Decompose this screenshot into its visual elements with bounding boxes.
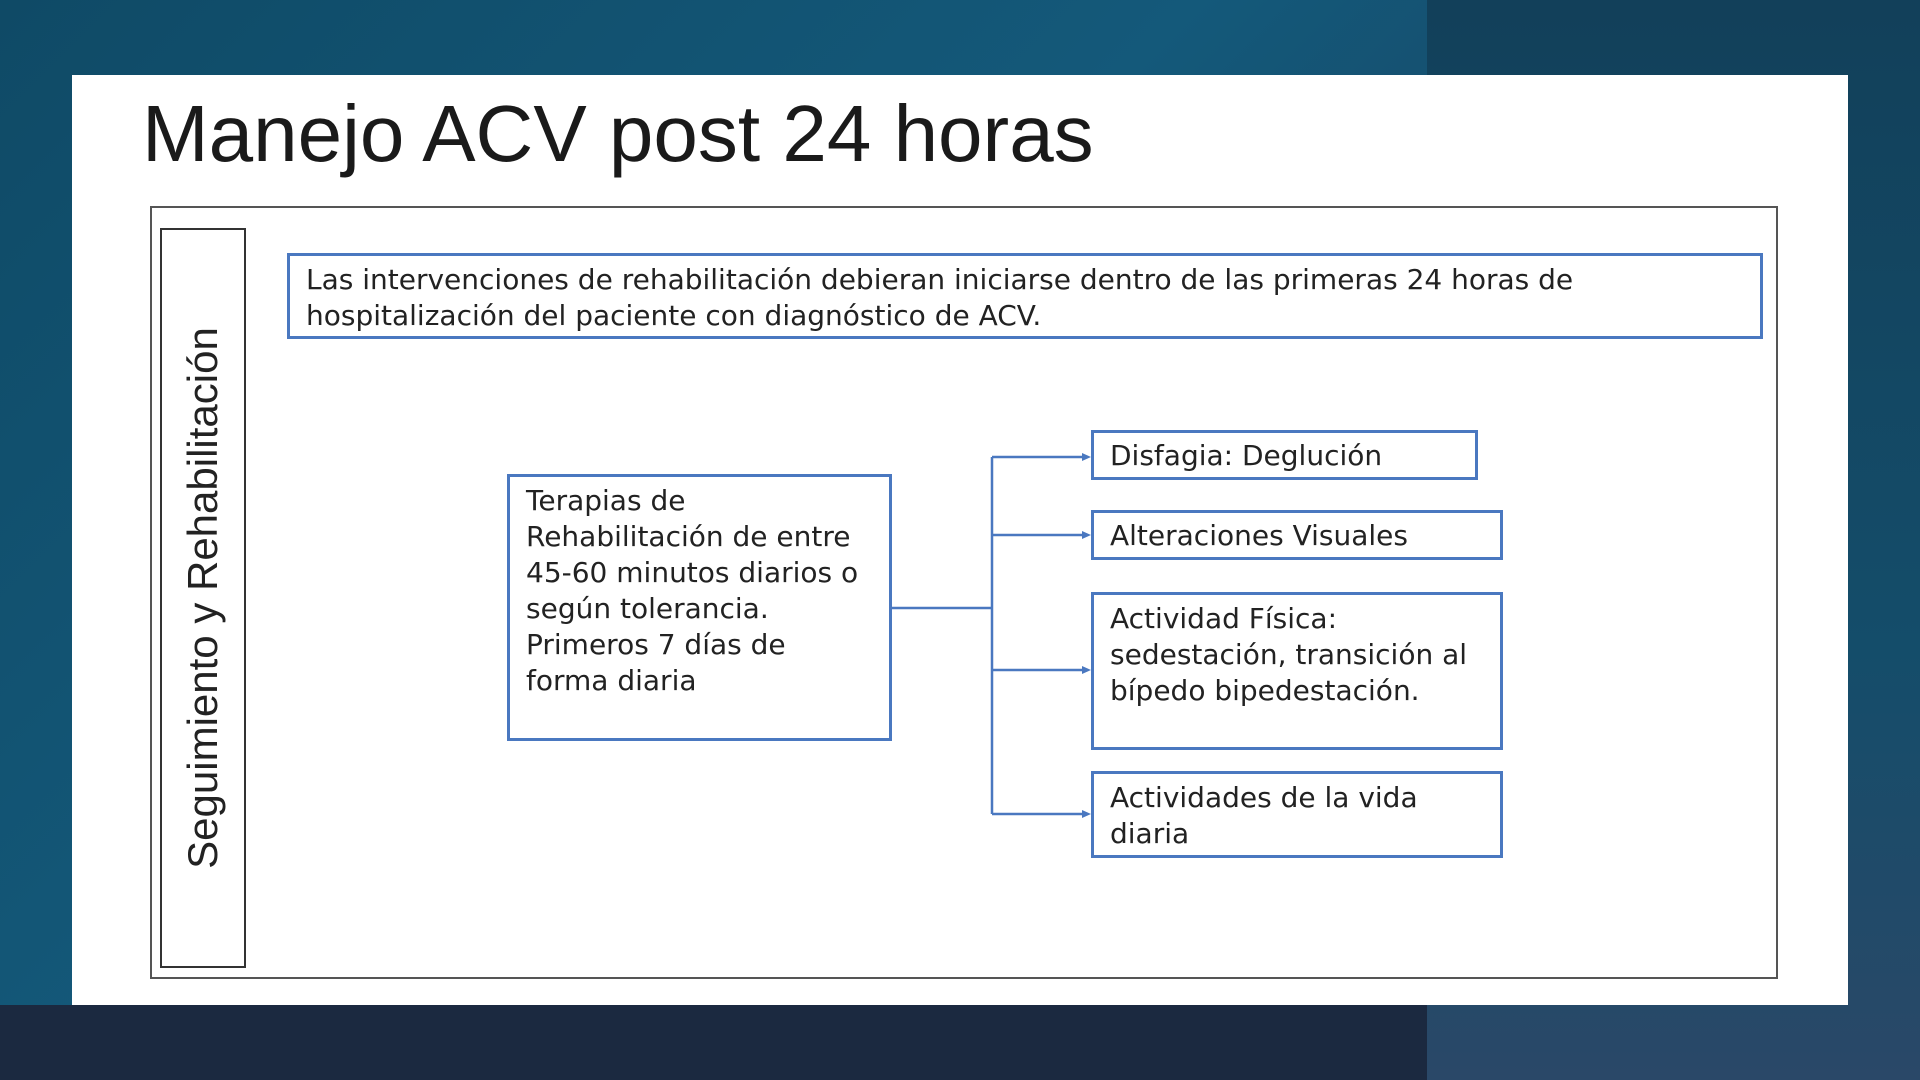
arrow-head: [1082, 453, 1091, 461]
intro-box: Las intervenciones de rehabilitación debieran iniciarse dentro de las primeras 24 horas de hospitalización del paciente con diagnóstico de ACV.: [287, 253, 1763, 339]
branch-box-daily-living: Actividades de la vida diaria: [1091, 771, 1503, 858]
slide-title: Manejo ACV post 24 horas: [142, 89, 1094, 178]
arrow-head: [1082, 810, 1091, 818]
arrow-head: [1082, 666, 1091, 674]
branch-box-physical: Actividad Física: sedestación, transición al bípedo bipedestación.: [1091, 592, 1503, 750]
arrow-head: [1082, 531, 1091, 539]
branch-box-dysphagia: Disfagia: Deglución: [1091, 430, 1478, 480]
therapy-box: Terapias de Rehabilitación de entre 45-60 minutos diarios o según tolerancia. Primeros 7 días de forma diaria: [507, 474, 892, 741]
side-label: Seguimiento y Rehabilitación: [179, 327, 226, 869]
branch-box-visual: Alteraciones Visuales: [1091, 510, 1503, 560]
